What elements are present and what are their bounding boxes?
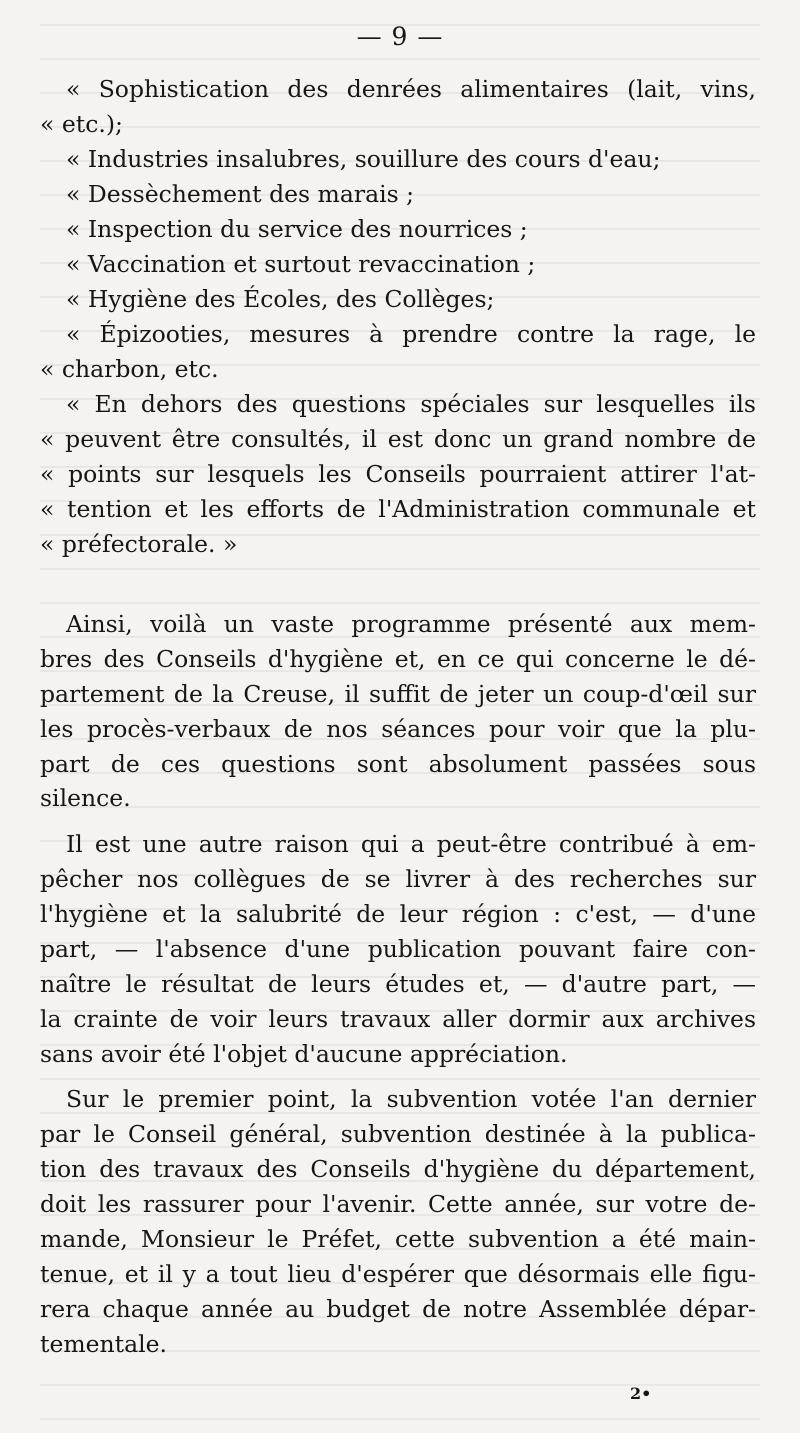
text-line: « Dessèchement des marais ;: [66, 180, 415, 208]
text-line: « peuvent être consultés, il est donc un grand nombre de: [40, 425, 756, 453]
text-line: tementale.: [40, 1330, 168, 1358]
text-line: partement de la Creuse, il suffit de jeter un coup-d'œil sur: [40, 680, 756, 708]
text-line: Ainsi, voilà un vaste programme présenté aux mem-: [66, 610, 756, 638]
page-number: — 9 —: [356, 22, 444, 51]
text-line: « Inspection du service des nourrices ;: [66, 215, 528, 243]
text-line: part, — l'absence d'une publication pouvant faire con-: [40, 935, 756, 963]
text-line: « Industries insalubres, souillure des cours d'eau;: [66, 145, 661, 173]
text-line: « tention et les efforts de l'Administration communale et: [40, 495, 756, 523]
text-line: « etc.);: [40, 110, 123, 138]
text-line: la crainte de voir leurs travaux aller dormir aux archives: [40, 1005, 756, 1033]
text-line: bres des Conseils d'hygiène et, en ce qui concerne le dé-: [40, 645, 756, 673]
text-line: part de ces questions sont absolument passées sous silence.: [40, 750, 756, 812]
text-line: « Vaccination et surtout revaccination ;: [66, 250, 536, 278]
text-line: « points sur lesquels les Conseils pourraient attirer l'at-: [40, 460, 756, 488]
text-line: doit les rassurer pour l'avenir. Cette année, sur votre de-: [40, 1190, 756, 1218]
text-line: tenue, et il y a tout lieu d'espérer que désormais elle figu-: [40, 1260, 756, 1288]
text-line: « Épizooties, mesures à prendre contre la rage, le: [66, 320, 756, 348]
text-line: « préfectorale. »: [40, 530, 238, 558]
text-line: rera chaque année au budget de notre Assemblée dépar-: [40, 1295, 756, 1323]
text-line: Il est une autre raison qui a peut-être contribué à em-: [66, 830, 756, 858]
text-line: pêcher nos collègues de se livrer à des recherches sur: [40, 865, 756, 893]
signature-mark: 2•: [630, 1384, 652, 1403]
text-line: « Hygiène des Écoles, des Collèges;: [66, 285, 495, 313]
text-line: l'hygiène et la salubrité de leur région : c'est, — d'une: [40, 900, 756, 928]
text-line: tion des travaux des Conseils d'hygiène du département,: [40, 1155, 756, 1183]
text-line: « Sophistication des denrées alimentaires (lait, vins,: [66, 75, 756, 103]
text-line: les procès-verbaux de nos séances pour voir que la plu-: [40, 715, 756, 743]
text-line: Sur le premier point, la subvention votée l'an dernier: [66, 1085, 756, 1113]
text-line: mande, Monsieur le Préfet, cette subvention a été main-: [40, 1225, 756, 1253]
text-line: par le Conseil général, subvention destinée à la publica-: [40, 1120, 756, 1148]
text-line: naître le résultat de leurs études et, — d'autre part, —: [40, 970, 756, 998]
text-line: « En dehors des questions spéciales sur lesquelles ils: [66, 390, 756, 418]
text-line: sans avoir été l'objet d'aucune appréciation.: [40, 1040, 568, 1068]
text-line: « charbon, etc.: [40, 355, 219, 383]
